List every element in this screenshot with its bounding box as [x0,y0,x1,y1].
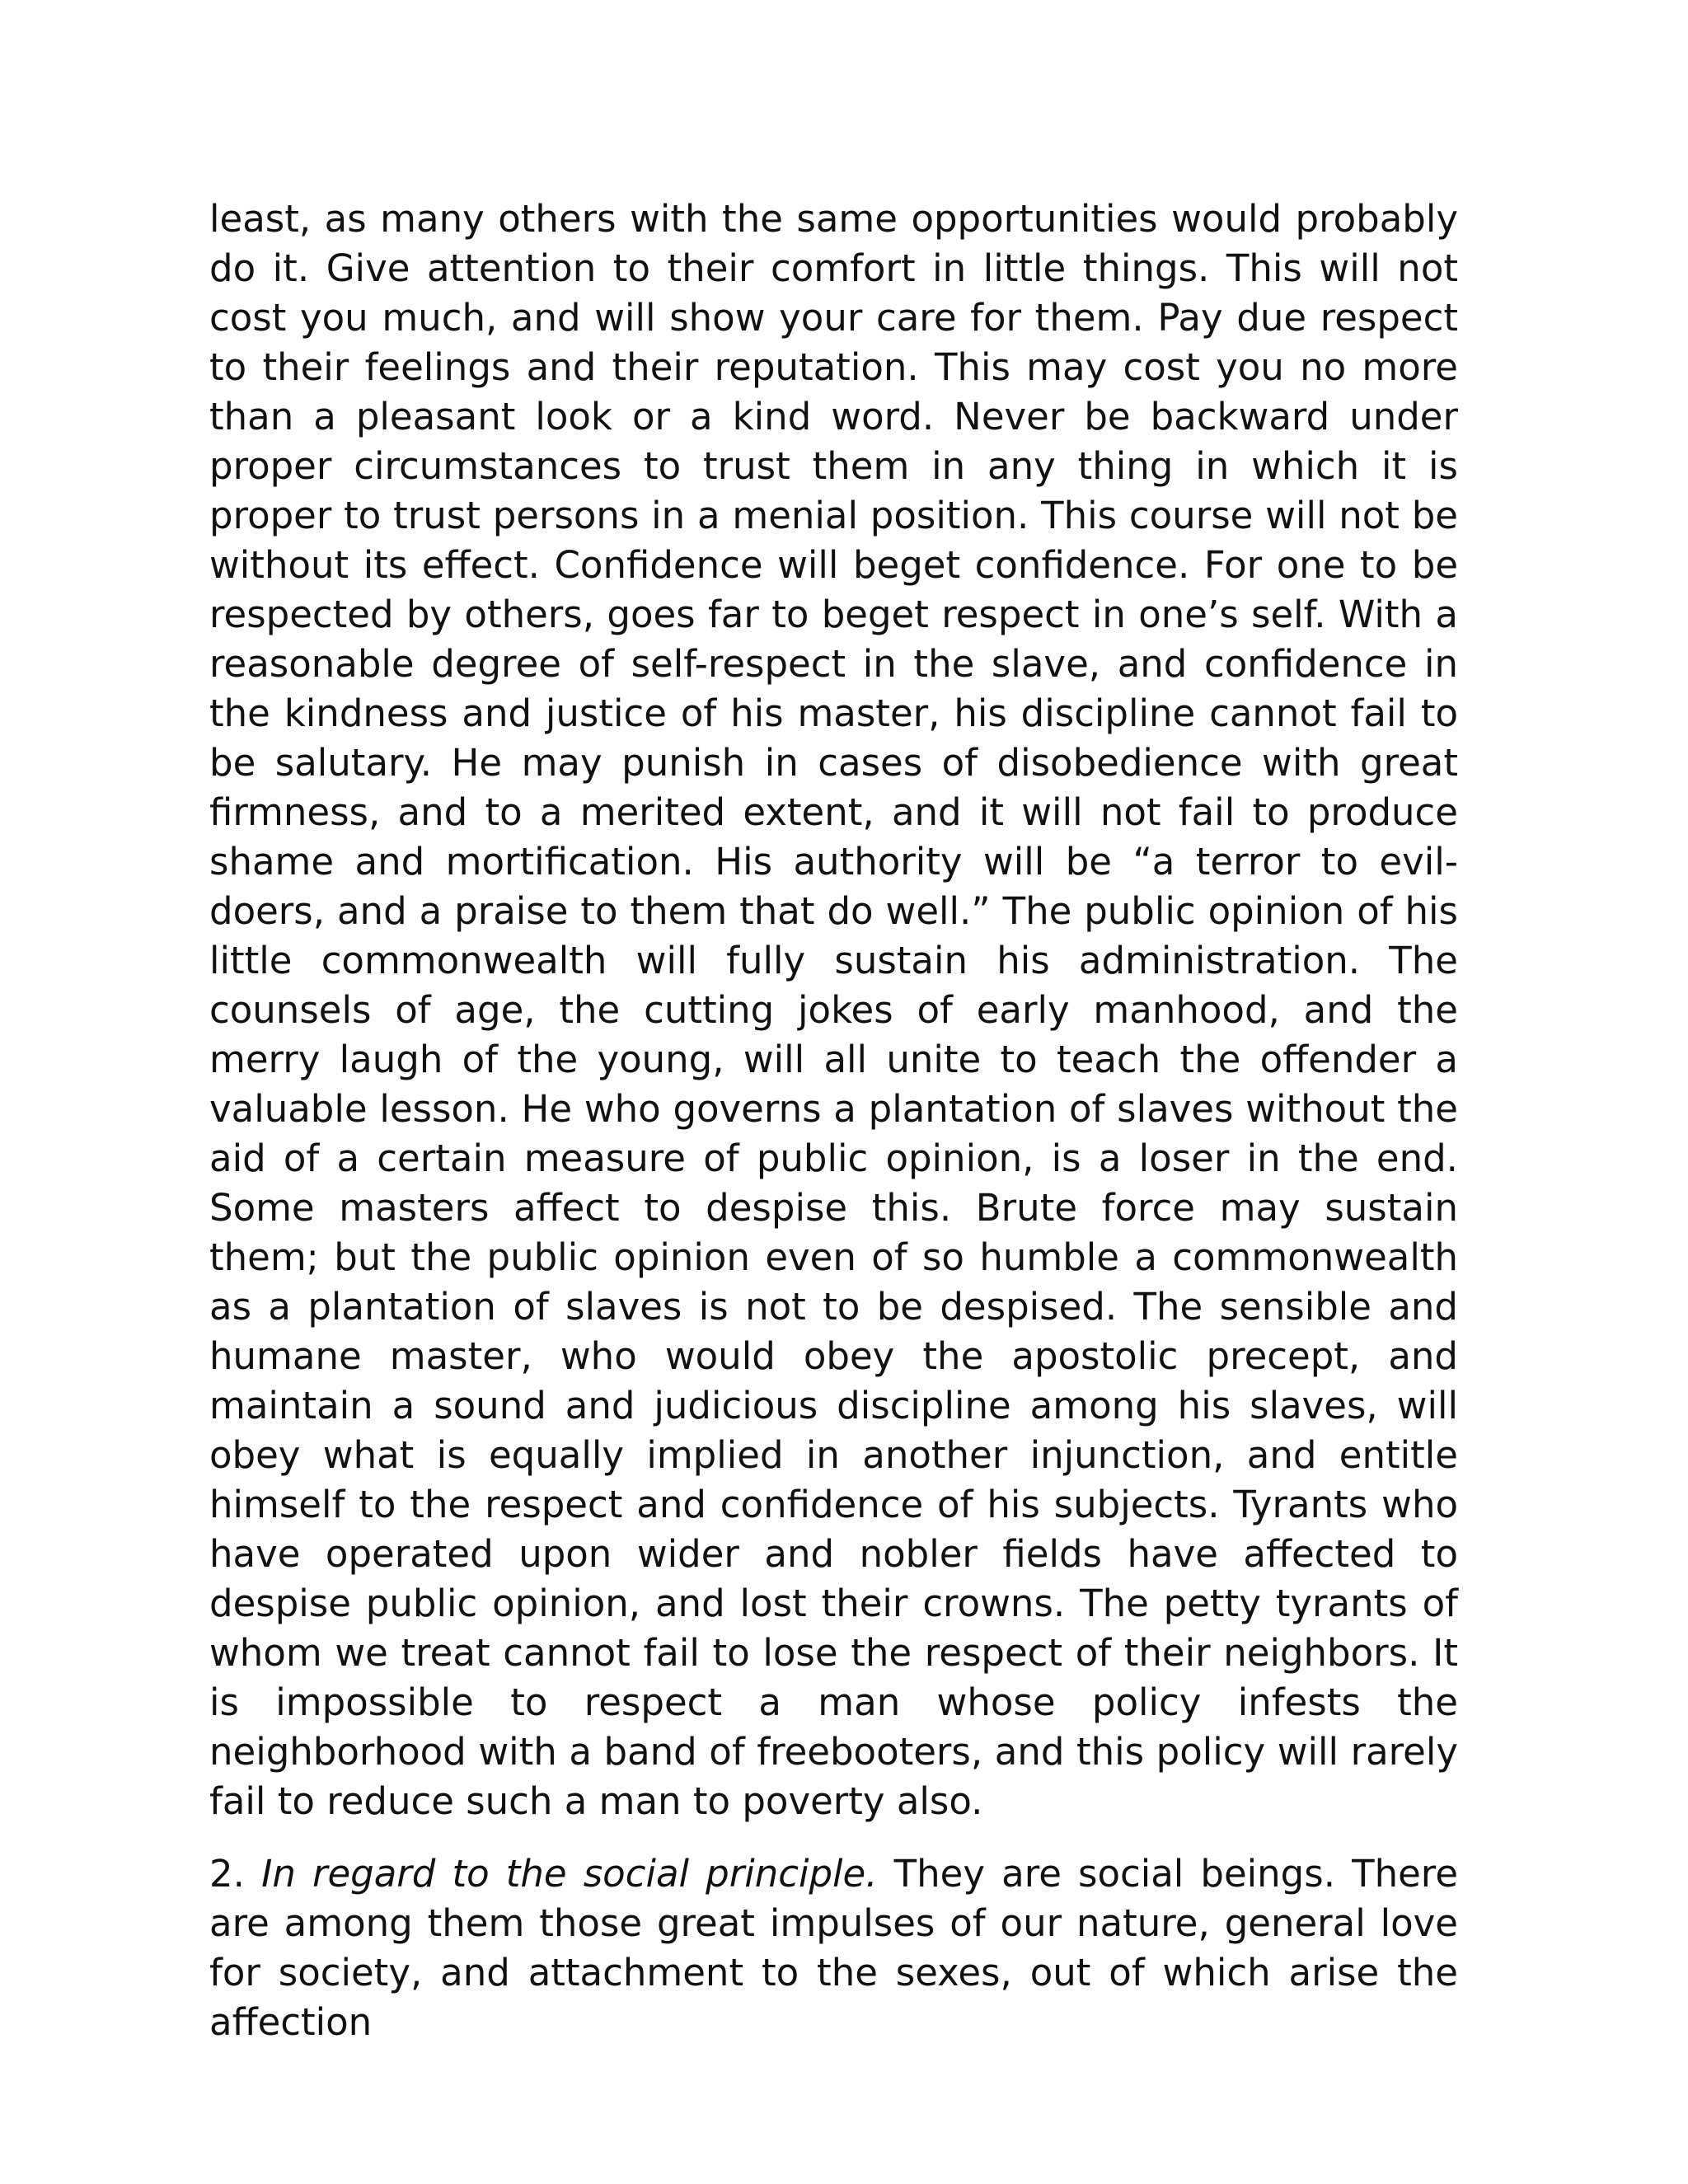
body-text [209,194,1458,2047]
paragraph-2-text: They are social beings. There are among them those great impulses of our nature, general love for society, and attachment to the sexes, out of which arise the affection [209,1852,1459,2044]
paragraph-1-text: least, as many others with the same opportunities would probably do it. Give attention to their comfort in little things. This will not cost you much, and will show your care for them. Pay due respect to their feelings and their reputation. This may cost you no more than a pleasant look or a kind word. Never be backward under proper circumstances to trust them in any thing in which it is proper to trust persons in a menial position. This course will not be without its effect. Confidence will beget confidence. For one to be respected by others, goes far to beget respect in one’s self. With a reasonable degree of self-respect in the slave, and confidence in the kindness and justice of his master, his discipline cannot fail to be salutary. He may punish in cases of disobedience with great firmness, and to a merited extent, and it will not fail to produce shame and mortification. His authority will be “a terror to evil-doers, and a praise to them that do well.” The public opinion of his little commonwealth will fully sustain his administration. The counsels of age, the cutting jokes of early manhood, and the merry laugh of the young, will all unite to teach the offender a valuable lesson. He who governs a plantation of slaves without the aid of a certain measure of public opinion, is a loser in the end. Some masters affect to despise this. Brute force may sustain them; but the public opinion even of so humble a commonwealth as a plantation of slaves is not to be despised. The sensible and humane master, who would obey the apostolic precept, and maintain a sound and judicious discipline among his slaves, will obey what is equally implied in another injunction, and entitle himself to the respect and confidence of his subjects. Tyrants who have operated upon wider and nobler fields have affected to despise public opinion, and lost their crowns. The petty tyrants of whom we treat cannot fail to lose the respect of their neighbors. It is impossible to respect a man whose policy infests the neighborhood with a band of freebooters, and this policy will rarely fail to reduce such a man to poverty also. [209,197,1458,1823]
paragraph-2 [209,1849,1458,2047]
paragraph-1 [209,194,1458,1826]
paragraph-2-number: 2. [209,1852,245,1896]
paragraph-2-heading: In regard to the social principle. [261,1852,878,1896]
